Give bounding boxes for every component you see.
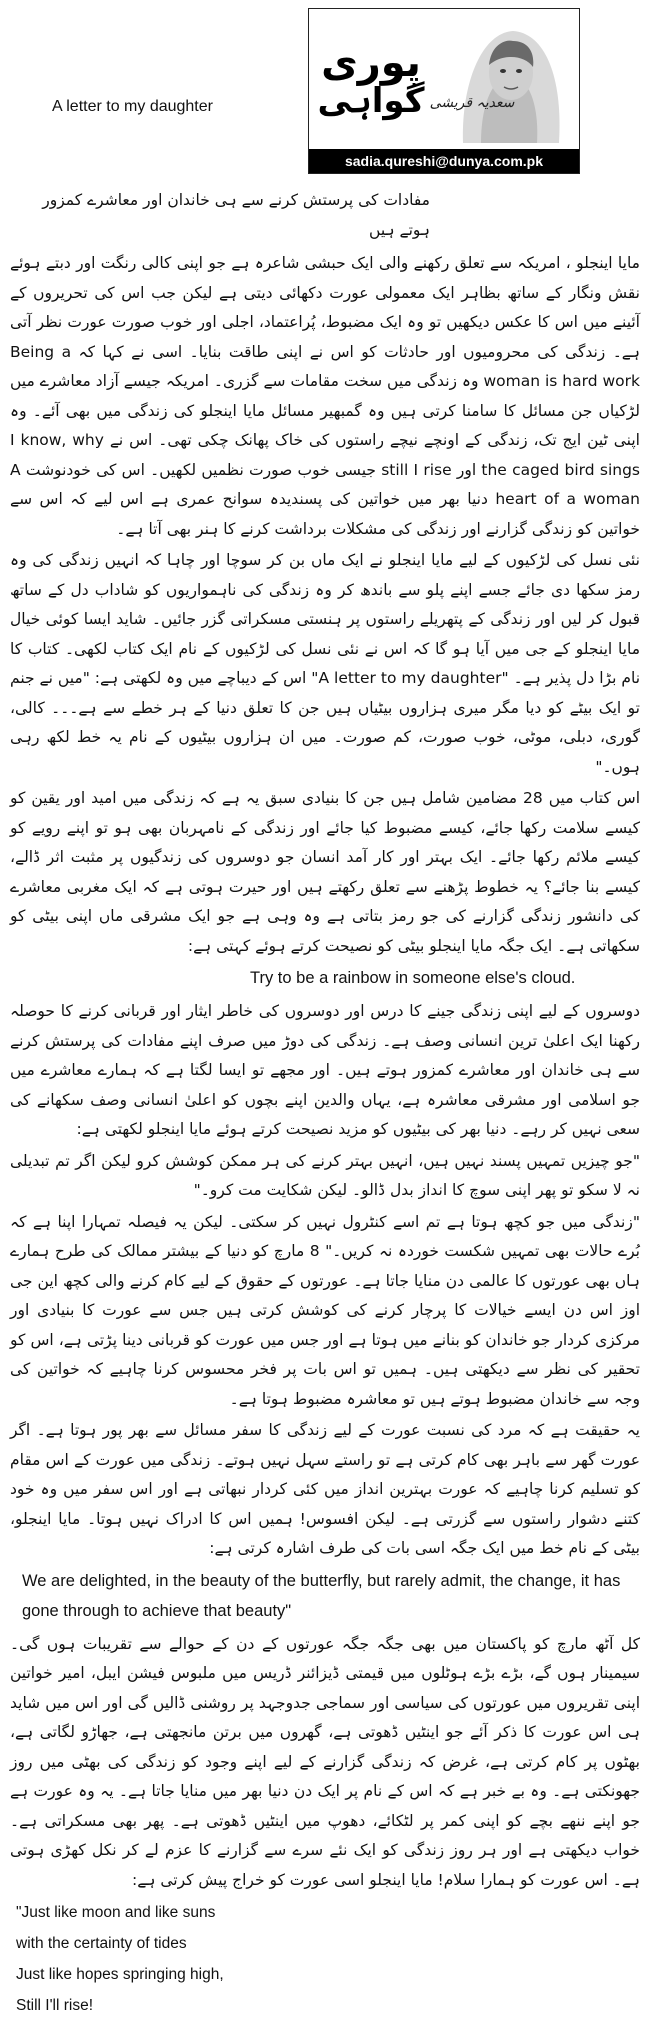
paragraph-8: کل آٹھ مارچ کو پاکستان میں بھی جگہ جگہ عورتوں کے دن کے حوالے سے تقریبات ہوں گی۔ سیمینار ہوں گے، بڑے بڑے ہوٹلوں میں قیمتی ڈیزائنر ڈریس میں ملبوس فیشن ایبل، امیر خواتین اپنی تقریروں میں عورتوں کی سیاسی اور سماجی جدوجہد پر روشنی ڈالیں گی اور اس میں شاید ہی اس عورت کا ذکر آئے جو اینٹیں ڈھوتی ہے، گھروں میں برتن مانجھتی ہے، جھاڑو لگاتی ہے، بھٹوں پر کام کرتی ہے، غرض کہ زندگی گزارنے کے لیے اپنے وجود کو زندگی کی بھٹی میں روز جھونکتی ہے۔ وہ بے خبر ہے کہ اس کے نام پر ایک دن دنیا بھر میں منایا جاتا ہے۔ یہ وہ عورت ہے جو اپنے ننھے بچے کو اپنی کمر پر لٹکائے، دھوپ میں اینٹیں ڈھوتی ہے۔ پھر بھی مسکراتی ہے۔ خواب دیکھتی ہے اور ہر روز زندگی کو ایک نئے سرے سے گزارنے کا عزم لے کر نکل کھڑی ہوتی ہے۔ اس عورت کو ہمارا سلام! مایا اینجلو اسی عورت کو خراج پیش کرتی ہے: xyxy=(10,1634,640,1889)
logo-line-2: گواہی xyxy=(317,81,425,122)
quote-butterfly: We are delighted, in the beauty of the butterfly, but rarely admit, the change, it has gone through to achieve that beauty" xyxy=(22,1571,621,1620)
logo-line-1: پوری xyxy=(321,40,421,87)
author-portrait xyxy=(441,15,573,143)
poem-line-1: "Just like moon and like suns xyxy=(16,1904,216,1921)
paragraph-6: "زندگی میں جو کچھ ہوتا ہے تم اسے کنٹرول نہیں کر سکتی۔ لیکن یہ فیصلہ تمہارا اپنا ہے کہ بُرے حالات بھی تمہیں شکست خوردہ نہ کریں۔" 8 مارچ کو دنیا کے بیشتر ممالک کی طرح ہمارے ہاں بھی عورتوں کا عالمی دن منایا جاتا ہے۔ عورتوں کے حقوق کے لیے کام کرنے والی کچھ این جی اوز اس دن ایسے خیالات کا پرچار کرنے کی کوشش کرتی ہیں جس سے عورت کا بنیادی اور مرکزی کردار جو خاندان کو بنانے میں ہوتا ہے اور جس میں عورت کو قربانی دینا پڑتی ہے، اس کو تحقیر کی نظر سے دیکھتی ہیں۔ ہمیں تو اس بات پر فخر محسوس کرنا چاہیے کہ خواتین کی وجہ سے خاندان مضبوط ہوتے ہیں تو معاشرہ مضبوط ہوتا ہے۔ xyxy=(10,1212,640,1408)
paragraph-3: اس کتاب میں 28 مضامین شامل ہیں جن کا بنیادی سبق یہ ہے کہ زندگی میں امید اور یقین کو کیسے سلامت رکھا جائے، کیسے مضبوط کیا جائے اور زندگی کے نامہربان بھی ہو تو اپنے رویے کو کیسے ملائم رکھا جائے۔ ایک بہتر اور کار آمد انسان جو دوسروں کی زندگیوں پر مثبت اثر ڈالے، کیسے بنا جائے؟ یہ خطوط پڑھنے سے تعلق رکھتے ہیں اور حیرت ہوتی ہے کہ ایک مغربی معاشرے کی دانشور زندگی گزارنے کی جو رمز بتاتی ہے وہ وہی ہے جو ایک مشرقی ماں اپنی بیٹی کو سکھاتی ہے۔ ایک جگہ مایا اینجلو بیٹی کو نصیحت کرتے ہوئے کہتی ہے: xyxy=(10,789,640,955)
paragraph-2: نئی نسل کی لڑکیوں کے لیے مایا اینجلو نے ایک ماں بن کر سوچا اور چاہا کہ انہیں زندگی کی وہ رمز سکھا دی جائے جسے اپنے پلو سے باندھ کر وہ زندگی کی ناہمواریوں کو شاداب دل کے ساتھ قبول کر لیں اور زندگی کے پتھریلے راستوں پر ہنستی مسکراتی گزر جائیں۔ شاید ایسا کوئی خیال مایا اینجلو کے جی میں آیا ہو گا کہ اس نے نئی نسل کی لڑکیوں کے نام ایک کتاب لکھی۔ کتاب کا نام بڑا دل پذیر ہے۔ "A letter to my daughter" اس کے دیباچے میں وہ لکھتی ہے: "میں نے جنم تو ایک بیٹے کو دیا مگر میری ہزاروں بیٹیاں ہیں جن کا تعلق دنیا کے ہر خطے سے ہے۔۔۔ کالی، گوری، دبلی، موٹی، خوب صورت، کم صورت۔ میں ان ہزاروں بیٹیوں کے نام یہ خط لکھ رہی ہوں۔" xyxy=(10,551,641,776)
column-logo xyxy=(317,25,425,137)
article-headline: مفادات کی پرستش کرنے سے ہی خاندان اور معاشرے کمزور ہوتے ہیں xyxy=(42,191,430,239)
article-body xyxy=(10,186,640,2021)
paragraph-7: یہ حقیقت ہے کہ مرد کی نسبت عورت کے لیے زندگی کا سفر مسائل سے بھر پور ہوتا ہے۔ اگر عورت گھر سے باہر بھی کام کرتی ہے تو راستے سہل نہیں ہوتے۔ زندگی میں عورت کے اس مقام کو تسلیم کرنا چاہیے کہ عورت بہترین انداز میں کئی کردار نبھاتی ہے اور اس سفر میں وہ خود کتنے دشوار راستوں سے گزرتی ہے۔ لیکن افسوس! ہمیں اس کا ادراک نہیں ہوتا۔ مایا اینجلو، بیٹی کے نام خط میں ایک جگہ اسی بات کی طرف اشارہ کرتی ہے: xyxy=(10,1421,640,1557)
author-signature: سعدیہ قریشی xyxy=(429,95,515,111)
paragraph-1: مایا اینجلو ، امریکہ سے تعلق رکھنے والی ایک حبشی شاعرہ ہے جو اپنی کالی رنگت اور دبتے ہوئے نقش ونگار کے ساتھ بظاہر ایک معمولی عورت دکھائی دیتی ہے لیکن جب اس کی تحریروں کے آئینے میں اس کا عکس دیکھیں تو وہ ایک مضبوط، پُراعتماد، اجلی اور خوب صورت عورت نظر آتی ہے۔ زندگی کی محرومیوں اور حادثات کو اس نے اپنی طاقت بنایا۔ اسی نے کہا کہ Being a woman is hard work وہ زندگی میں سخت مقامات سے گزری۔ امریکہ جیسے آزاد معاشرے میں لڑکیاں جن مسائل کا سامنا کرتی ہیں وہ گمبھیر مسائل مایا اینجلو کی زندگی میں بھی آئے۔ وہ اپنی ٹین ایج تک، زندگی کے اونچے نیچے راستوں کی خاک پھانک چکی تھی۔ اس نے I know, why the caged bird sings اور still I rise جیسی خوب صورت نظمیں لکھیں۔ اس کی خودنوشت A heart of a woman دنیا بھر میں خواتین کی پسندیدہ سوانح عمری ہے اس لیے کہ اس سے خواتین کو زندگی گزارنے اور زندگی کی مشکلات برداشت کرنے کا ہنر بھی آتا ہے۔ xyxy=(10,254,641,538)
poem-line-2: with the certainty of tides xyxy=(16,1935,187,1952)
column-masthead xyxy=(308,8,580,174)
poem-line-4: Still I'll rise! xyxy=(16,1997,94,2014)
english-title: A letter to my daughter xyxy=(52,98,213,115)
poem-line-3: Just like hopes springing high, xyxy=(16,1966,224,1983)
quote-rainbow: Try to be a rainbow in someone else's cloud. xyxy=(250,969,576,987)
author-email: sadia.qureshi@dunya.com.pk xyxy=(309,149,579,173)
paragraph-5: "جو چیزیں تمہیں پسند نہیں ہیں، انہیں بہتر کرنے کی ہر ممکن کوشش کرو لیکن اگر تم تبدیلی نہ لا سکو تو پھر اپنی سوچ کا انداز بدل ڈالو۔ لیکن شکایت مت کرو۔" xyxy=(10,1151,640,1199)
paragraph-4: دوسروں کے لیے اپنی زندگی جینے کا درس اور دوسروں کی خاطر ایثار اور قربانی کرنے کا حوصلہ رکھنا ایک اعلیٰ ترین انسانی وصف ہے۔ زندگی کی دوڑ میں صرف اپنے مفادات کی پرستش کرنے سے ہی خاندان اور معاشرے کمزور ہوتے ہیں۔ اور مجھے تو ایسا لگتا ہے کہ ہمارے معاشرے میں جو اسلامی اور مشرقی معاشرہ ہے، یہاں والدین اپنے بچوں کو اعلیٰ انسانی وصف سکھانے کی سعی نہیں کر رہے۔ دنیا بھر کی بیٹیوں کو مزید نصیحت کرتے ہوئے مایا اینجلو لکھتی ہے: xyxy=(10,1002,640,1138)
